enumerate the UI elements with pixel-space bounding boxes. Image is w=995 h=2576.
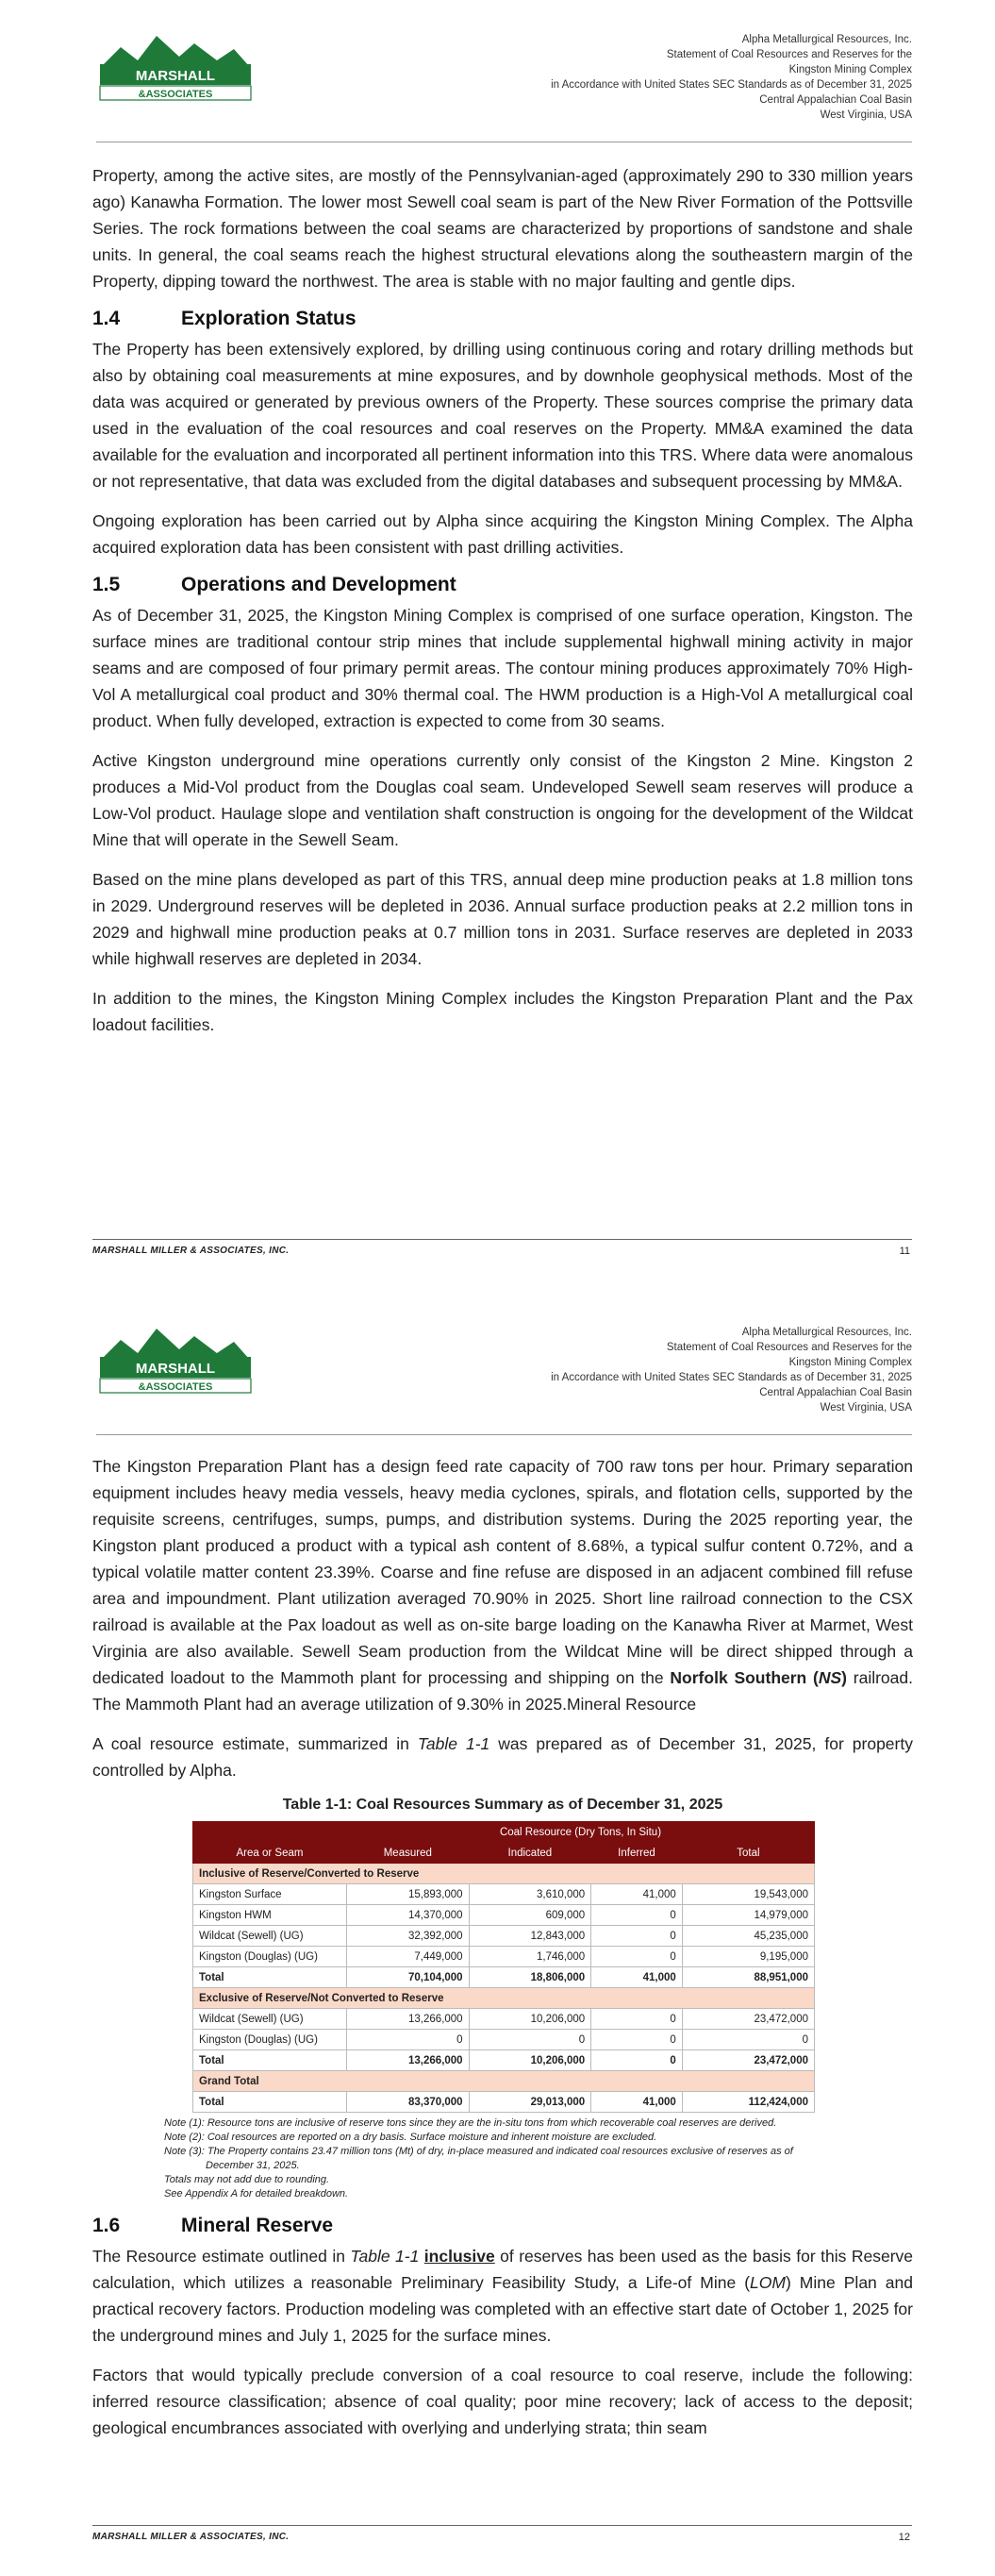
- table-reference: Table 1-1: [350, 2247, 420, 2266]
- table-cell: 41,000: [591, 1967, 683, 1988]
- table-cell: Kingston (Douglas) (UG): [193, 1947, 347, 1967]
- section-heading: [92, 308, 913, 330]
- text-run: ) Mine Plan and practical recovery factors. Production modeling was completed with an effective start date of October 1, 2025 for the underground mines and July 1, 2025 for the surface mines.: [92, 2273, 913, 2345]
- table-reference: Table 1-1: [417, 1734, 490, 1753]
- table-cell: 41,000: [591, 2092, 683, 2113]
- table-notes: [164, 2116, 913, 2201]
- paragraph: [92, 2243, 913, 2349]
- table-group-label: Grand Total: [193, 2071, 815, 2092]
- paragraph: Ongoing exploration has been carried out by Alpha since acquiring the Kingston Mining Complex. The Alpha acquired exploration data has been consistent with past drilling activities.: [92, 511, 913, 557]
- table-cell: 10,206,000: [469, 2009, 591, 2030]
- header-company: Alpha Metallurgical Resources, Inc.: [741, 1327, 912, 1338]
- page-number: 12: [898, 2532, 910, 2543]
- footer-divider: [92, 1239, 912, 1240]
- header-line: West Virginia, USA: [820, 1402, 912, 1413]
- page-number: 11: [899, 1246, 910, 1257]
- table-super-header: Coal Resource (Dry Tons, In Situ): [347, 1822, 815, 1843]
- header-line: in Accordance with United States SEC Standards as of December 31, 2025: [551, 79, 912, 91]
- marshall-miller-logo: [96, 1321, 255, 1397]
- table-note: December 31, 2025.: [206, 2160, 300, 2171]
- header-line: Statement of Coal Resources and Reserves for the: [666, 49, 912, 60]
- text-run: of reserves has been used as the basis for this Reserve calculation, which utilizes a reasonable Preliminary Feasibility Study, a Life-of Mine (: [92, 2247, 914, 2292]
- header-company: Alpha Metallurgical Resources, Inc.: [741, 34, 912, 45]
- table-group-row: [193, 1988, 815, 2009]
- table-cell: Kingston HWM: [193, 1905, 347, 1926]
- header-line: in Accordance with United States SEC Standards as of December 31, 2025: [551, 1372, 912, 1383]
- table-super-header-row: [193, 1822, 815, 1843]
- table-cell: 1,746,000: [469, 1947, 591, 1967]
- page-header: [551, 32, 912, 123]
- logo-subwordmark: &ASSOCIATES: [138, 1381, 213, 1393]
- table-cell: 23,472,000: [682, 2050, 814, 2071]
- header-divider: [96, 1434, 912, 1435]
- table-cell: 70,104,000: [347, 1967, 470, 1988]
- table-cell: 45,235,000: [682, 1926, 814, 1947]
- table-cell: 0: [591, 2050, 683, 2071]
- text-run: was prepared as of December 31, 2025, for property controlled by Alpha.: [92, 1734, 913, 1780]
- header-line: Kingston Mining Complex: [788, 64, 912, 75]
- section-title: Mineral Reserve: [181, 2215, 334, 2236]
- text-run: The Kingston Preparation Plant has a design feed rate capacity of 700 raw tons per hour. Primary separation equipment includes heavy media vessels, heavy media cyclones, spirals, and flotation cells, supported by the requisite screens, centrifuges, sumps, pumps, and distribution systems. During the 2025 reporting year, the Kingston plant produced a product with a typical ash content of 8.68%, a typical sulfur content 0.72%, and a typical volatile matter content 23.39%. Coarse and fine refuse are disposed in an adjacent combined fill refuse area and impoundment. Plant utilization averaged 70.90% in 2025. Short line railroad connection to the CSX railroad is available at the Pax loadout as well as on-site barge loading on the Kanawha River at Marmet, West Virginia are also available. Sewell Seam production from the Wildcat Mine will be direct shipped through a dedicated loadout to the Mammoth plant for processing and shipping on the: [92, 1457, 913, 1687]
- text-run: The Resource estimate outlined in: [92, 2247, 351, 2266]
- table-cell: 32,392,000: [347, 1926, 470, 1947]
- paragraph: [92, 1453, 913, 1717]
- table-note: Note (3): The Property contains 23.47 million tons (Mt) of dry, in-place measured and indicated coal resources exclusive of reserves as of: [164, 2146, 793, 2157]
- table-header-row: [193, 1843, 815, 1864]
- table-cell: Wildcat (Sewell) (UG): [193, 1926, 347, 1947]
- abbreviation: LOM: [750, 2273, 786, 2292]
- section-title: Operations and Development: [181, 574, 456, 595]
- table-cell: 12,843,000: [469, 1926, 591, 1947]
- header-line: Central Appalachian Coal Basin: [759, 94, 912, 106]
- paragraph: In addition to the mines, the Kingston Mining Complex includes the Kingston Preparation Plant and the Pax loadout facilities.: [92, 989, 913, 1034]
- section-number: 1.5: [92, 574, 121, 595]
- table-header-cell: Total: [682, 1843, 814, 1864]
- table-note: Note (1): Resource tons are inclusive of reserve tons since they are the in-situ tons from which recoverable coal reserves are derived.: [164, 2117, 777, 2129]
- paragraph: The Property has been extensively explored, by drilling using continuous coring and rotary drilling methods but also by obtaining coal measurements at mine exposures, and by downhole geophysical methods. Most of the data was acquired or generated by previous owners of the Property. These sources comprise the primary data used in the evaluation of the coal resources and coal reserves on the Property. MM&A examined the data available for the evaluation and incorporated all pertinent information into this TRS. Where data were anomalous or not representative, that data was excluded from the digital databases and subsequent processing by MM&A.: [92, 340, 913, 491]
- table-note: Note (2): Coal resources are reported on a dry basis. Surface moisture and inherent moisture are excluded.: [164, 2132, 657, 2143]
- table-cell: 18,806,000: [469, 1967, 591, 1988]
- table-cell: 0: [469, 2030, 591, 2050]
- table-cell: Total: [193, 1967, 347, 1988]
- table-cell: 0: [591, 1926, 683, 1947]
- text-run: A coal resource estimate, summarized in: [92, 1734, 418, 1753]
- table-grand-total-row: [193, 2092, 815, 2113]
- paragraph: As of December 31, 2025, the Kingston Mining Complex is comprised of one surface operation, Kingston. The surface mines are traditional contour strip mines that include supplemental highwall mining activity in major seams and are composed of four primary permit areas. The contour mining produces approximately 70% High-Vol A metallurgical coal product and 30% thermal coal. The HWM production is a High-Vol A metallurgical coal product. When fully developed, extraction is expected to come from 30 seams.: [92, 606, 913, 730]
- footer-company: MARSHALL MILLER & ASSOCIATES, INC.: [92, 1246, 290, 1256]
- section-heading: [92, 574, 913, 596]
- table-row: [193, 1947, 815, 1967]
- table-cell: 3,610,000: [469, 1884, 591, 1905]
- table-cell: 13,266,000: [347, 2009, 470, 2030]
- table-group-label: Inclusive of Reserve/Converted to Reserve: [193, 1864, 815, 1884]
- table-row: [193, 2030, 815, 2050]
- section-title: Exploration Status: [181, 308, 357, 329]
- table-cell: Total: [193, 2050, 347, 2071]
- table-cell: 13,266,000: [347, 2050, 470, 2071]
- paragraph: Based on the mine plans developed as part of this TRS, annual deep mine production peaks at 1.8 million tons in 2029. Underground reserves will be depleted in 2036. Annual surface production peaks at 2.2 million tons in 2029 and highwall mine production peaks at 0.7 million tons in 2031. Surface reserves are depleted in 2033 while highwall reserves are depleted in 2034.: [92, 870, 913, 968]
- railroad-name: Norfolk Southern: [670, 1668, 807, 1687]
- table-row: [193, 1905, 815, 1926]
- paragraph: [92, 1731, 913, 1783]
- header-line: Statement of Coal Resources and Reserves for the: [666, 1342, 912, 1353]
- table-cell: 19,543,000: [682, 1884, 814, 1905]
- table-header-cell: Area or Seam: [193, 1843, 347, 1864]
- logo-wordmark: MARSHALL: [135, 1361, 216, 1377]
- page-body: [92, 1453, 913, 2454]
- logo-wordmark: MARSHALL: [135, 68, 216, 84]
- table-header-cell: Inferred: [591, 1843, 683, 1864]
- table-cell: 0: [591, 1905, 683, 1926]
- text-run: railroad. The Mammoth Plant had an average utilization of 9.30% in 2025.Mineral Resource: [92, 1668, 913, 1714]
- railroad-abbr: NS: [818, 1668, 842, 1687]
- table-header-cell: Measured: [347, 1843, 470, 1864]
- table-row: [193, 2009, 815, 2030]
- table-note: See Appendix A for detailed breakdown.: [164, 2188, 349, 2200]
- table-cell: 0: [591, 1947, 683, 1967]
- table-cell: 112,424,000: [682, 2092, 814, 2113]
- table-cell: 88,951,000: [682, 1967, 814, 1988]
- table-cell: 14,979,000: [682, 1905, 814, 1926]
- table-cell: 7,449,000: [347, 1947, 470, 1967]
- table-cell: Wildcat (Sewell) (UG): [193, 2009, 347, 2030]
- table-cell: 0: [591, 2009, 683, 2030]
- table-row: [193, 1884, 815, 1905]
- page-12: [0, 1293, 995, 2576]
- section-number: 1.6: [92, 2215, 121, 2236]
- footer-company: MARSHALL MILLER & ASSOCIATES, INC.: [92, 2532, 290, 2542]
- text-run: (: [806, 1668, 819, 1687]
- emphasis: inclusive: [423, 2247, 495, 2266]
- table-cell: 23,472,000: [682, 2009, 814, 2030]
- table-header-cell: [193, 1822, 347, 1843]
- table-total-row: [193, 2050, 815, 2071]
- table-cell: Total: [193, 2092, 347, 2113]
- table-group-label: Exclusive of Reserve/Not Converted to Reserve: [193, 1988, 815, 2009]
- page-header: [551, 1325, 912, 1415]
- footer-divider: [92, 2525, 912, 2526]
- table-cell: Kingston Surface: [193, 1884, 347, 1905]
- table-cell: 9,195,000: [682, 1947, 814, 1967]
- table-group-row: [193, 1864, 815, 1884]
- text-run: ): [841, 1668, 847, 1687]
- coal-resources-table: [192, 1821, 815, 2113]
- paragraph: Factors that would typically preclude conversion of a coal resource to coal reserve, include the following: inferred resource classification; absence of coal quality; poor mine recovery; lack of access to the deposit; geological encumbrances associated with overlying and underlying strata; thin seam: [92, 2366, 913, 2437]
- table-total-row: [193, 1967, 815, 1988]
- table-cell: 29,013,000: [469, 2092, 591, 2113]
- section-number: 1.4: [92, 308, 121, 329]
- table-cell: 0: [591, 2030, 683, 2050]
- table-cell: 10,206,000: [469, 2050, 591, 2071]
- table-cell: Kingston (Douglas) (UG): [193, 2030, 347, 2050]
- section-heading: [92, 2215, 913, 2237]
- table-note: Totals may not add due to rounding.: [164, 2174, 330, 2185]
- header-line: Central Appalachian Coal Basin: [759, 1387, 912, 1398]
- table-cell: 15,893,000: [347, 1884, 470, 1905]
- paragraph: Active Kingston underground mine operations currently only consist of the Kingston 2 Mine. Kingston 2 produces a Mid-Vol product from the Douglas coal seam. Undeveloped Sewell seam reserves will produce a Low-Vol product. Haulage slope and ventilation shaft construction is ongoing for the development of the Wildcat Mine that will operate in the Sewell Seam.: [92, 751, 913, 849]
- page-body: [92, 162, 913, 1051]
- table-cell: 83,370,000: [347, 2092, 470, 2113]
- table-cell: 41,000: [591, 1884, 683, 1905]
- logo-subwordmark: &ASSOCIATES: [138, 89, 213, 100]
- table-cell: 0: [347, 2030, 470, 2050]
- table-row: [193, 1926, 815, 1947]
- table-cell: 609,000: [469, 1905, 591, 1926]
- table-cell: 0: [682, 2030, 814, 2050]
- table-title: Table 1-1: Coal Resources Summary as of December 31, 2025: [282, 1797, 723, 1813]
- marshall-miller-logo: [96, 28, 255, 104]
- paragraph: Property, among the active sites, are mostly of the Pennsylvanian-aged (approximately 290 to 330 million years ago) Kanawha Formation. The lower most Sewell coal seam is part of the New River Formation of the Pottsville Series. The rock formations between the coal seams are characterized by proportions of sandstone and shale units. In general, the coal seams reach the highest structural elevations along the southeastern margin of the Property, dipping toward the northwest. The area is stable with no major faulting and gentle dips.: [92, 166, 913, 291]
- header-line: West Virginia, USA: [820, 109, 912, 121]
- table-cell: 14,370,000: [347, 1905, 470, 1926]
- table-group-row: [193, 2071, 815, 2092]
- table-header-cell: Indicated: [469, 1843, 591, 1864]
- header-line: Kingston Mining Complex: [788, 1357, 912, 1368]
